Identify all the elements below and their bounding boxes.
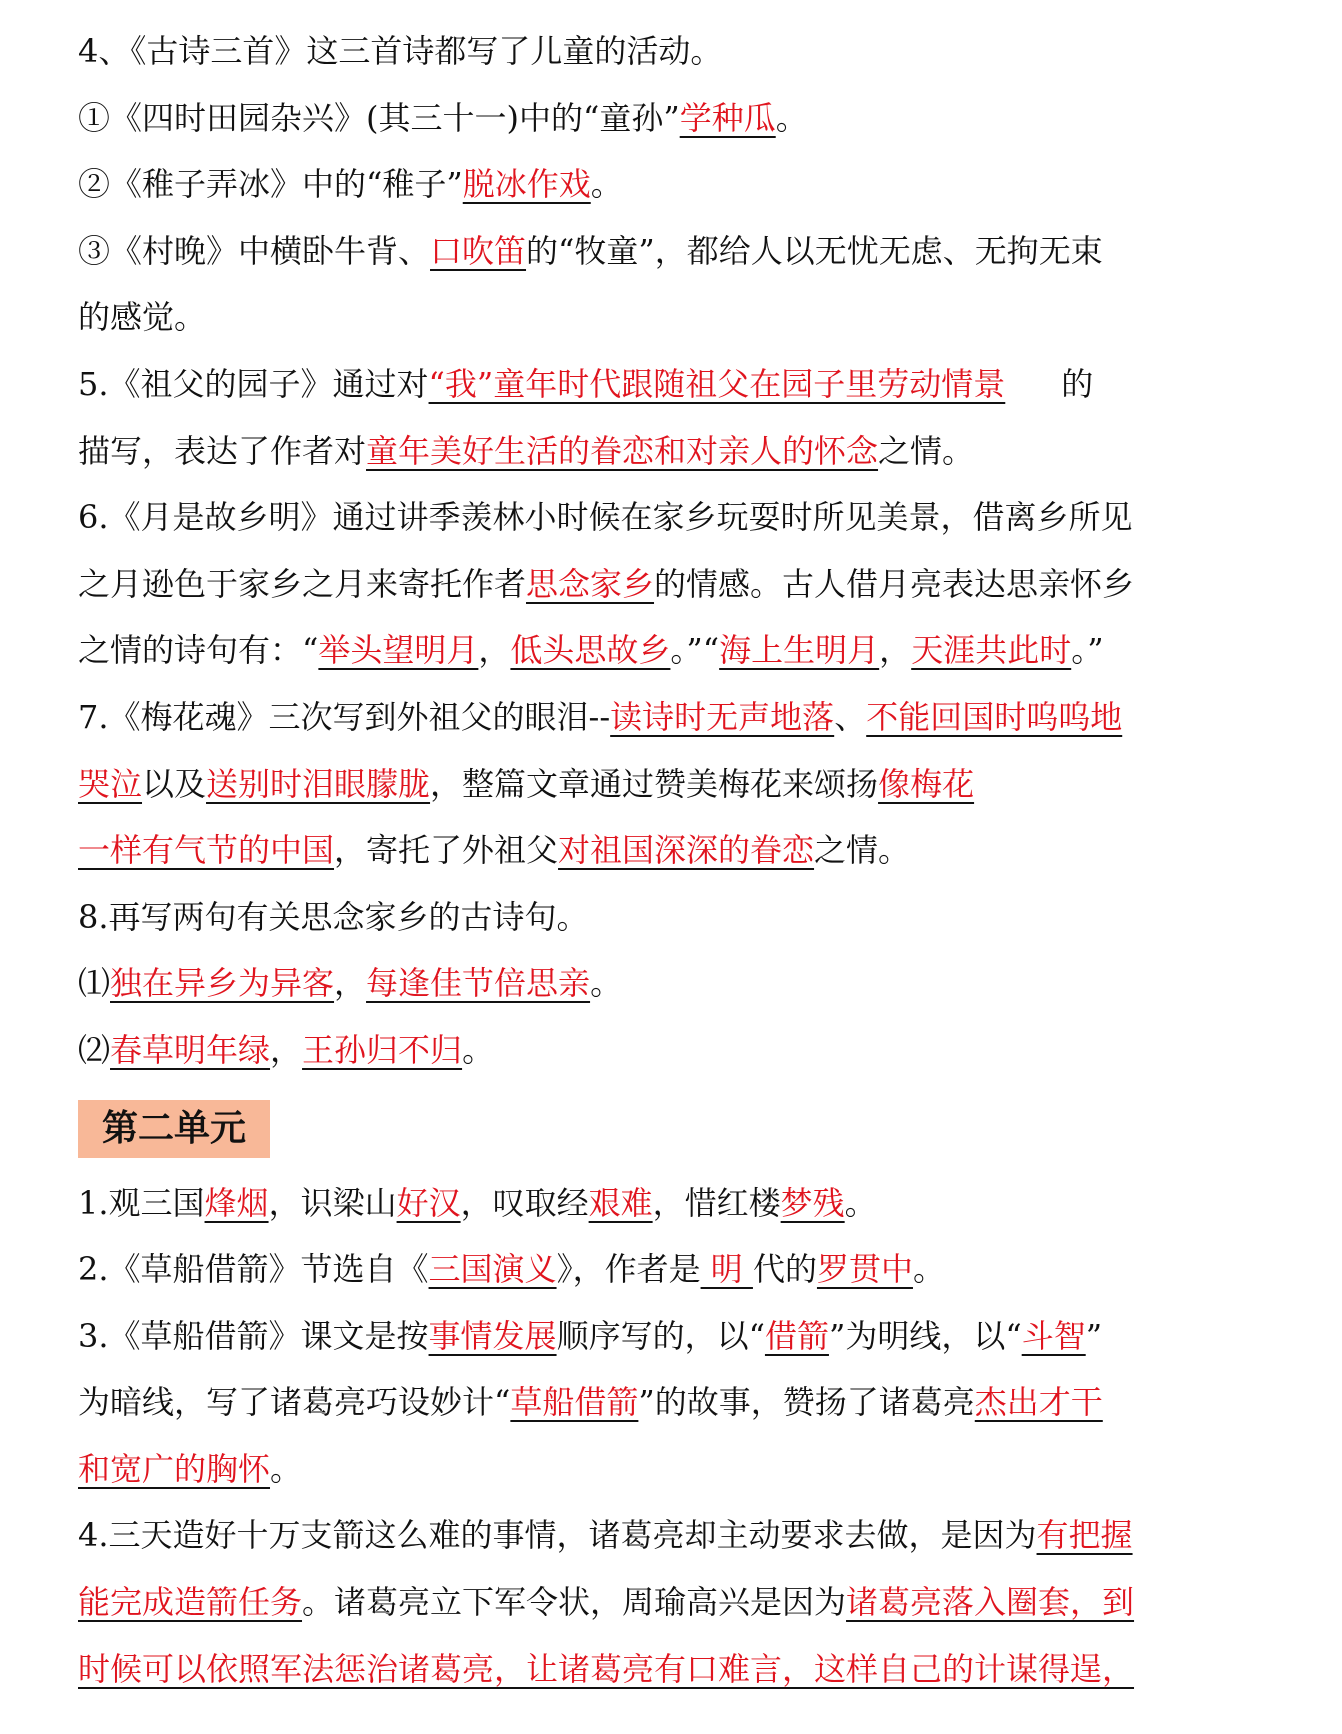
answer-fill: 每逢佳节倍思亲 — [366, 964, 591, 1003]
text-line — [78, 18, 1278, 85]
text-line — [78, 418, 1278, 485]
answer-fill: 对祖国深深的眷恋 — [558, 831, 815, 870]
answer-fill: 天涯共此时 — [911, 631, 1072, 670]
text-line — [78, 751, 1278, 818]
text-line — [78, 218, 1278, 285]
question-text: ， — [879, 631, 912, 670]
question-text: 》，作者是 — [556, 1250, 701, 1289]
text-line — [78, 1502, 1278, 1569]
answer-fill: 诸葛亮落入圈套，到 — [846, 1583, 1135, 1622]
question-text: ， — [270, 1030, 303, 1069]
text-line — [78, 85, 1278, 152]
worksheet-page — [78, 18, 1278, 1702]
answer-fill: 春草明年绿 — [110, 1030, 271, 1069]
text-line — [78, 484, 1278, 551]
answer-fill: 罗贯中 — [816, 1250, 913, 1289]
text-line — [78, 684, 1278, 751]
answer-fill: 杰出才干 — [974, 1383, 1103, 1422]
text-line — [78, 950, 1278, 1017]
question-text: 3.《草船借箭》课文是按 — [78, 1316, 429, 1355]
answer-fill: 童年美好生活的眷恋和对亲人的怀念 — [366, 431, 879, 470]
answer-fill: 独在异乡为异客 — [110, 964, 335, 1003]
answer-fill: 明 — [700, 1250, 753, 1289]
text-line — [78, 1369, 1278, 1436]
answer-fill: 好汉 — [396, 1183, 461, 1222]
question-text: ”的故事，赞扬了诸葛亮 — [638, 1383, 975, 1422]
question-text: 4、《古诗三首》这三首诗都写了儿童的活动。 — [78, 32, 723, 70]
question-text: 。 — [775, 98, 808, 137]
question-text: 。 — [462, 1030, 495, 1069]
question-text: 的 — [1061, 364, 1094, 403]
question-text: 6.《月是故乡明》通过讲季羡林小时候在家乡玩耍时所见美景，借离乡所见 — [78, 498, 1133, 537]
question-text: 。 — [270, 1449, 303, 1488]
text-line — [78, 151, 1278, 218]
question-text: 之情的诗句有：“ — [78, 631, 319, 670]
answer-fill: 三国演义 — [428, 1250, 557, 1289]
question-text: 为暗线，写了诸葛亮巧设妙计“ — [78, 1383, 511, 1422]
question-text: 的情感。古人借月亮表达思亲怀乡 — [654, 564, 1135, 603]
question-text: ” — [1085, 1316, 1103, 1355]
answer-fill: 和宽广的胸怀 — [78, 1449, 271, 1488]
question-text: ， — [334, 964, 367, 1003]
question-text: 。诸葛亮立下军令状，周瑜高兴是因为 — [302, 1583, 847, 1622]
question-text: 、 — [834, 697, 867, 736]
question-text: 。 — [590, 964, 623, 1003]
question-text: ， — [478, 631, 511, 670]
answer-fill: 事情发展 — [428, 1316, 557, 1355]
question-text: 1.观三国 — [78, 1183, 205, 1222]
question-text: 。”“ — [670, 631, 720, 670]
text-line — [78, 1017, 1278, 1084]
question-text: ②《稚子弄冰》中的“稚子” — [78, 165, 463, 204]
text-line — [78, 817, 1278, 884]
unit-heading-row — [78, 1084, 1278, 1170]
question-text: 以及 — [142, 764, 207, 803]
answer-fill: 斗智 — [1021, 1316, 1086, 1355]
question-text: 。 — [844, 1183, 877, 1222]
text-line — [78, 1636, 1278, 1703]
question-text: 的感觉。 — [78, 298, 207, 337]
text-line — [78, 1236, 1278, 1303]
answer-fill: 能完成造箭任务 — [78, 1583, 303, 1622]
unit-heading: 第二单元 — [78, 1100, 270, 1158]
answer-fill: 像梅花 — [878, 764, 975, 803]
answer-fill: 读诗时无声地落 — [610, 697, 835, 736]
answer-fill: “我”童年时代跟随祖父在园子里劳动情景 — [428, 364, 1006, 403]
answer-fill: 口吹笛 — [430, 231, 527, 270]
text-line — [78, 284, 1278, 351]
question-text: 。 — [912, 1250, 945, 1289]
text-line — [78, 1303, 1278, 1370]
question-text: 。” — [1071, 631, 1104, 670]
question-text: ，识梁山 — [268, 1183, 397, 1222]
answer-fill: 烽烟 — [204, 1183, 269, 1222]
question-text: ①《四时田园杂兴》(其三十一)中的“童孙” — [78, 98, 680, 137]
question-text: 的“牧童”，都给人以无忧无虑、无拘无束 — [526, 231, 1103, 270]
answer-fill: 哭泣 — [78, 764, 143, 803]
question-text: 顺序写的，以“ — [556, 1316, 765, 1355]
question-text: 之情。 — [878, 431, 975, 470]
text-line — [78, 617, 1278, 684]
answer-fill: 王孙归不归 — [302, 1030, 463, 1069]
text-line — [78, 1436, 1278, 1503]
answer-fill: 时候可以依照军法惩治诸葛亮，让诸葛亮有口难言，这样自己的计谋得逞， — [78, 1649, 1135, 1688]
question-text: 。 — [590, 165, 623, 204]
question-text: 7.《梅花魂》三次写到外祖父的眼泪-- — [78, 697, 611, 736]
answer-fill: 思念家乡 — [526, 564, 655, 603]
question-text: ③《村晚》中横卧牛背、 — [78, 231, 431, 270]
answer-fill: 举头望明月 — [318, 631, 479, 670]
question-text: ”为明线，以“ — [828, 1316, 1022, 1355]
answer-fill: 借箭 — [764, 1316, 829, 1355]
question-text: ，寄托了外祖父 — [334, 831, 559, 870]
answer-fill: 低头思故乡 — [510, 631, 671, 670]
question-text: 8.再写两句有关思念家乡的古诗句。 — [78, 897, 589, 936]
answer-fill: 脱冰作戏 — [462, 165, 591, 204]
question-text: ⑴ — [78, 964, 111, 1003]
text-line — [78, 1170, 1278, 1237]
question-text: 之月逊色于家乡之月来寄托作者 — [78, 564, 527, 603]
answer-fill: 学种瓜 — [679, 98, 776, 137]
question-text: 代的 — [752, 1250, 817, 1289]
answer-fill: 草船借箭 — [510, 1383, 639, 1422]
text-line — [78, 551, 1278, 618]
question-text: ⑵ — [78, 1030, 111, 1069]
answer-fill: 送别时泪眼朦胧 — [206, 764, 431, 803]
text-line — [78, 884, 1278, 951]
question-text: 描写，表达了作者对 — [78, 431, 367, 470]
question-text: 5.《祖父的园子》通过对 — [78, 364, 429, 403]
text-line — [78, 351, 1278, 418]
answer-fill: 艰难 — [588, 1183, 653, 1222]
question-text: ，叹取经 — [460, 1183, 589, 1222]
answer-fill: 海上生明月 — [719, 631, 880, 670]
text-line — [78, 1569, 1278, 1636]
question-text: ，惜红楼 — [652, 1183, 781, 1222]
answer-fill: 不能回国时呜呜地 — [866, 697, 1123, 736]
question-text: 之情。 — [814, 831, 911, 870]
answer-fill: 有把握 — [1036, 1516, 1133, 1555]
question-text: 4.三天造好十万支箭这么难的事情，诸葛亮却主动要求去做，是因为 — [78, 1516, 1037, 1555]
question-text: ，整篇文章通过赞美梅花来颂扬 — [430, 764, 879, 803]
answer-fill: 梦残 — [780, 1183, 845, 1222]
answer-fill: 一样有气节的中国 — [78, 831, 335, 870]
question-text: 2.《草船借箭》节选自《 — [78, 1250, 429, 1289]
